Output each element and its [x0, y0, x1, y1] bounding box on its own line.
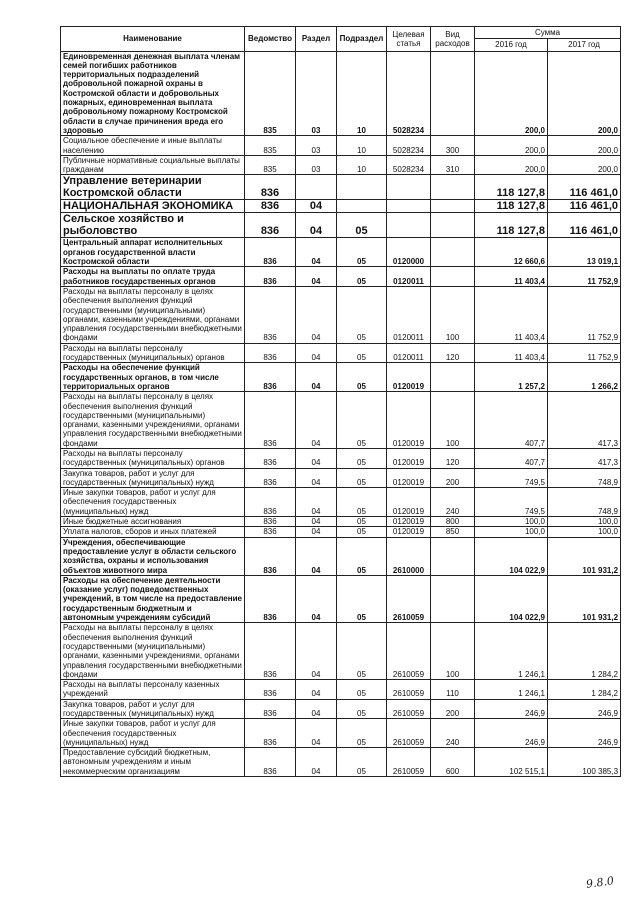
cell-sub: 05 [337, 343, 387, 363]
cell-target: 5028234 [387, 155, 431, 175]
col-name: Наименование [61, 27, 245, 52]
cell-sec: 04 [296, 343, 337, 363]
cell-v2016: 11 403,4 [475, 267, 548, 287]
cell-v2016: 407,7 [475, 448, 548, 468]
cell-target: 2610000 [387, 537, 431, 575]
cell-v2016: 12 660,6 [475, 238, 548, 267]
cell-v2017: 11 752,9 [548, 267, 621, 287]
cell-target [387, 175, 431, 200]
cell-target: 0120019 [387, 517, 431, 527]
cell-sec: 04 [296, 719, 337, 748]
cell-sec: 04 [296, 468, 337, 488]
cell-dept: 836 [245, 343, 296, 363]
cell-kind [431, 537, 475, 575]
cell-target: 2610059 [387, 748, 431, 777]
cell-kind: 100 [431, 392, 475, 449]
cell-kind: 120 [431, 448, 475, 468]
cell-v2016: 104 022,9 [475, 575, 548, 622]
handwritten-page-mark: 9.8.0 [585, 874, 615, 891]
cell-dept: 836 [245, 699, 296, 719]
cell-sub: 10 [337, 51, 387, 136]
cell-kind: 600 [431, 748, 475, 777]
cell-target: 0120019 [387, 448, 431, 468]
cell-v2017: 200,0 [548, 155, 621, 175]
cell-v2016: 749,5 [475, 468, 548, 488]
cell-dept: 836 [245, 468, 296, 488]
cell-dept: 836 [245, 623, 296, 680]
col-sum: Сумма [475, 27, 621, 39]
cell-v2016: 118 127,8 [475, 175, 548, 200]
cell-sub: 05 [337, 238, 387, 267]
cell-target: 2610059 [387, 699, 431, 719]
cell-sec: 04 [296, 363, 337, 392]
cell-dept: 836 [245, 213, 296, 238]
cell-sub: 05 [337, 468, 387, 488]
cell-v2016: 1 257,2 [475, 363, 548, 392]
cell-kind: 110 [431, 680, 475, 700]
cell-kind: 300 [431, 136, 475, 156]
cell-name: Расходы на выплаты персоналу в целях обеспечения выполнения функций государственными (муниципальными) органами, казенными учреждениями, органами управления государственными внебюджетными фондами [61, 286, 245, 343]
cell-sub: 10 [337, 155, 387, 175]
cell-target: 2610059 [387, 623, 431, 680]
cell-kind [431, 175, 475, 200]
cell-name: Сельское хозяйство и рыболовство [61, 213, 245, 238]
col-2017: 2017 год [548, 39, 621, 51]
cell-name: Единовременная денежная выплата членам семей погибших работников территориальных подразделений добровольной пожарной охраны в Костромской области и добровольных пожарных, единовременная выплата добровольному пожарному Костромской области в случае причинения вреда его здоровью [61, 51, 245, 136]
cell-sec: 04 [296, 392, 337, 449]
cell-v2016: 1 246,1 [475, 623, 548, 680]
cell-sub [337, 200, 387, 213]
cell-kind: 120 [431, 343, 475, 363]
cell-dept: 835 [245, 136, 296, 156]
cell-sub: 05 [337, 748, 387, 777]
col-subsection: Подраздел [337, 27, 387, 52]
cell-dept: 835 [245, 155, 296, 175]
cell-name: Расходы на выплаты персоналу казенных учреждений [61, 680, 245, 700]
cell-dept: 836 [245, 527, 296, 537]
cell-name: Расходы на обеспечение функций государственных органов, в том числе территориальных органов [61, 363, 245, 392]
cell-name: Иные бюджетные ассигнования [61, 517, 245, 527]
cell-name: Закупка товаров, работ и услуг для государственных (муниципальных) нужд [61, 699, 245, 719]
cell-target: 0120019 [387, 488, 431, 517]
cell-sec: 04 [296, 527, 337, 537]
cell-v2016: 104 022,9 [475, 537, 548, 575]
cell-v2017: 1 284,2 [548, 623, 621, 680]
cell-v2017: 116 461,0 [548, 213, 621, 238]
document-page [60, 26, 620, 777]
cell-v2016: 11 403,4 [475, 343, 548, 363]
table-row [61, 448, 621, 468]
cell-v2017: 246,9 [548, 719, 621, 748]
cell-kind: 310 [431, 155, 475, 175]
cell-sub: 05 [337, 392, 387, 449]
cell-sec: 04 [296, 699, 337, 719]
cell-sub: 05 [337, 363, 387, 392]
cell-dept: 835 [245, 51, 296, 136]
col-kind: Вид расходов [431, 27, 475, 52]
table-row [61, 136, 621, 156]
cell-v2017: 246,9 [548, 699, 621, 719]
cell-name: Расходы на выплаты персоналу государственных (муниципальных) органов [61, 448, 245, 468]
cell-sub: 05 [337, 213, 387, 238]
cell-v2017: 1 266,2 [548, 363, 621, 392]
cell-sub: 05 [337, 517, 387, 527]
cell-dept: 836 [245, 488, 296, 517]
cell-target: 0120011 [387, 267, 431, 287]
cell-v2017: 748,9 [548, 468, 621, 488]
cell-v2016: 407,7 [475, 392, 548, 449]
cell-sec: 03 [296, 136, 337, 156]
cell-kind: 200 [431, 699, 475, 719]
cell-kind: 200 [431, 468, 475, 488]
cell-sec: 04 [296, 517, 337, 527]
cell-v2016: 200,0 [475, 155, 548, 175]
cell-v2017: 200,0 [548, 51, 621, 136]
table-row [61, 699, 621, 719]
cell-dept: 836 [245, 175, 296, 200]
cell-sec: 04 [296, 575, 337, 622]
cell-name: Расходы на обеспечение деятельности (оказание услуг) подведомственных учреждений, в том числе на предоставление государственным бюджетным и автономным учреждениям субсидий [61, 575, 245, 622]
cell-name: Расходы на выплаты персоналу государственных (муниципальных) органов [61, 343, 245, 363]
table-row [61, 623, 621, 680]
cell-target: 2610059 [387, 575, 431, 622]
cell-target: 0120011 [387, 343, 431, 363]
cell-sec: 04 [296, 537, 337, 575]
cell-sec: 04 [296, 286, 337, 343]
col-section: Раздел [296, 27, 337, 52]
cell-sub: 05 [337, 699, 387, 719]
cell-name: Учреждения, обеспечивающие предоставление услуг в области сельского хозяйства, охраны и использования объектов животного мира [61, 537, 245, 575]
cell-sec: 03 [296, 51, 337, 136]
cell-target [387, 213, 431, 238]
cell-kind: 100 [431, 286, 475, 343]
cell-dept: 836 [245, 286, 296, 343]
cell-sub: 05 [337, 286, 387, 343]
cell-target: 0120000 [387, 238, 431, 267]
table-row [61, 238, 621, 267]
cell-v2017: 200,0 [548, 136, 621, 156]
cell-target: 0120019 [387, 527, 431, 537]
cell-sec: 04 [296, 748, 337, 777]
cell-dept: 836 [245, 517, 296, 527]
table-row [61, 267, 621, 287]
cell-dept: 836 [245, 719, 296, 748]
col-target: Целевая статья [387, 27, 431, 52]
cell-dept: 836 [245, 575, 296, 622]
cell-target: 0120019 [387, 363, 431, 392]
cell-name: Иные закупки товаров, работ и услуг для обеспечения государственных (муниципальных) нужд [61, 488, 245, 517]
cell-dept: 836 [245, 537, 296, 575]
cell-v2016: 200,0 [475, 51, 548, 136]
cell-v2016: 100,0 [475, 517, 548, 527]
cell-sub: 05 [337, 267, 387, 287]
cell-sec: 03 [296, 155, 337, 175]
cell-target: 5028234 [387, 51, 431, 136]
table-row [61, 200, 621, 213]
cell-name: Закупка товаров, работ и услуг для государственных (муниципальных) нужд [61, 468, 245, 488]
col-2016: 2016 год [475, 39, 548, 51]
cell-kind: 240 [431, 719, 475, 748]
cell-v2017: 13 019,1 [548, 238, 621, 267]
cell-kind: 800 [431, 517, 475, 527]
table-row [61, 51, 621, 136]
cell-v2016: 749,5 [475, 488, 548, 517]
cell-v2017: 417,3 [548, 448, 621, 468]
cell-sec: 04 [296, 267, 337, 287]
cell-sub: 05 [337, 448, 387, 468]
table-row [61, 468, 621, 488]
cell-sub: 05 [337, 719, 387, 748]
cell-target [387, 200, 431, 213]
cell-v2017: 100 385,3 [548, 748, 621, 777]
cell-name: Уплата налогов, сборов и иных платежей [61, 527, 245, 537]
cell-sec: 04 [296, 680, 337, 700]
cell-v2017: 11 752,9 [548, 286, 621, 343]
table-row [61, 363, 621, 392]
cell-kind [431, 267, 475, 287]
table-row [61, 719, 621, 748]
cell-sec: 04 [296, 213, 337, 238]
cell-name: Публичные нормативные социальные выплаты гражданам [61, 155, 245, 175]
cell-target: 5028234 [387, 136, 431, 156]
cell-kind: 100 [431, 623, 475, 680]
cell-v2016: 118 127,8 [475, 213, 548, 238]
cell-dept: 836 [245, 267, 296, 287]
cell-v2017: 11 752,9 [548, 343, 621, 363]
table-row [61, 527, 621, 537]
cell-v2016: 246,9 [475, 699, 548, 719]
cell-dept: 836 [245, 200, 296, 213]
cell-v2017: 116 461,0 [548, 200, 621, 213]
cell-sub: 05 [337, 527, 387, 537]
cell-target: 0120019 [387, 392, 431, 449]
table-row [61, 213, 621, 238]
col-dept: Ведомство [245, 27, 296, 52]
cell-sub: 05 [337, 623, 387, 680]
table-row [61, 537, 621, 575]
table-body [61, 51, 621, 776]
cell-v2016: 11 403,4 [475, 286, 548, 343]
cell-dept: 836 [245, 363, 296, 392]
cell-sub: 05 [337, 488, 387, 517]
table-row [61, 155, 621, 175]
cell-dept: 836 [245, 680, 296, 700]
cell-sub: 05 [337, 537, 387, 575]
cell-sec: 04 [296, 238, 337, 267]
cell-name: Расходы на выплаты персоналу в целях обеспечения выполнения функций государственными (муниципальными) органами, казенными учреждениями, органами управления государственными внебюджетными фондами [61, 623, 245, 680]
cell-name: Расходы на выплаты по оплате труда работников государственных органов [61, 267, 245, 287]
cell-name: Управление ветеринарии Костромской области [61, 175, 245, 200]
cell-sec: 04 [296, 623, 337, 680]
table-row [61, 175, 621, 200]
cell-kind [431, 51, 475, 136]
cell-target: 2610059 [387, 719, 431, 748]
cell-sec: 04 [296, 448, 337, 468]
cell-kind: 850 [431, 527, 475, 537]
cell-v2017: 100,0 [548, 527, 621, 537]
budget-table [60, 26, 621, 777]
cell-v2017: 116 461,0 [548, 175, 621, 200]
cell-v2017: 100,0 [548, 517, 621, 527]
cell-sub [337, 175, 387, 200]
table-row [61, 748, 621, 777]
cell-kind [431, 200, 475, 213]
table-row [61, 286, 621, 343]
table-row [61, 488, 621, 517]
cell-kind [431, 575, 475, 622]
cell-kind: 240 [431, 488, 475, 517]
table-row [61, 575, 621, 622]
cell-sec [296, 175, 337, 200]
cell-v2016: 200,0 [475, 136, 548, 156]
cell-name: Иные закупки товаров, работ и услуг для обеспечения государственных (муниципальных) нужд [61, 719, 245, 748]
cell-dept: 836 [245, 448, 296, 468]
cell-name: Социальное обеспечение и иные выплаты населению [61, 136, 245, 156]
cell-kind [431, 238, 475, 267]
cell-sec: 04 [296, 200, 337, 213]
cell-sec: 04 [296, 488, 337, 517]
cell-v2017: 417,3 [548, 392, 621, 449]
header-row [61, 27, 621, 39]
cell-kind [431, 213, 475, 238]
cell-sub: 05 [337, 575, 387, 622]
cell-v2017: 101 931,2 [548, 537, 621, 575]
table-row [61, 343, 621, 363]
cell-target: 0120011 [387, 286, 431, 343]
cell-v2017: 748,9 [548, 488, 621, 517]
cell-kind [431, 363, 475, 392]
table-row [61, 392, 621, 449]
cell-sub: 10 [337, 136, 387, 156]
cell-v2016: 1 246,1 [475, 680, 548, 700]
cell-name: Предоставление субсидий бюджетным, автономным учреждениям и иным некоммерческим организациям [61, 748, 245, 777]
cell-v2017: 1 284,2 [548, 680, 621, 700]
cell-target: 0120019 [387, 468, 431, 488]
cell-v2016: 102 515,1 [475, 748, 548, 777]
cell-v2017: 101 931,2 [548, 575, 621, 622]
cell-sub: 05 [337, 680, 387, 700]
cell-name: Расходы на выплаты персоналу в целях обеспечения выполнения функций государственными (муниципальными) органами, казенными учреждениями, органами управления государственными внебюджетными фондами [61, 392, 245, 449]
cell-v2016: 100,0 [475, 527, 548, 537]
table-row [61, 680, 621, 700]
cell-dept: 836 [245, 238, 296, 267]
cell-v2016: 118 127,8 [475, 200, 548, 213]
cell-name: НАЦИОНАЛЬНАЯ ЭКОНОМИКА [61, 200, 245, 213]
cell-dept: 836 [245, 392, 296, 449]
cell-target: 2610059 [387, 680, 431, 700]
table-row [61, 517, 621, 527]
cell-name: Центральный аппарат исполнительных органов государственной власти Костромской области [61, 238, 245, 267]
cell-v2016: 246,9 [475, 719, 548, 748]
cell-dept: 836 [245, 748, 296, 777]
